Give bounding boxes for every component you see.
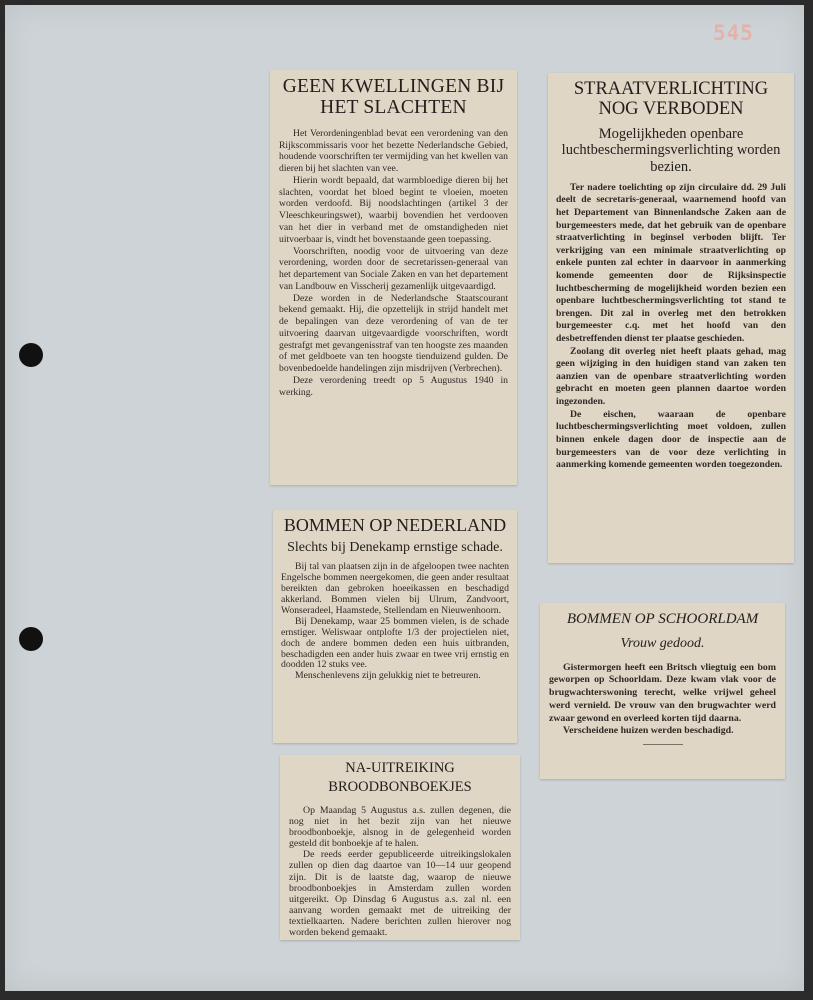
punch-hole <box>19 627 43 651</box>
subheadline: Mogelijkheden openbare luchtbeschermingsverlichting worden bezien. <box>561 125 781 176</box>
paragraph: Menschenlevens zijn gelukkig niet te betreuren. <box>295 670 481 682</box>
paragraph: Verscheidene huizen werden beschadigd. <box>563 725 734 737</box>
paragraph: Deze verordening treedt op 5 Augustus 1940 in werking. <box>279 374 508 398</box>
article-body <box>281 562 509 682</box>
paragraph: Deze worden in de Nederlandsche Staatscourant bekend gemaakt. Hij, die opzettelijk in strijd handelt met de bepalingen van deze verordening of van de ter uitvoering daarvan uitgevaardigde voorschriften, wordt gestrafgt met gevangenisstraf van ten hoogste zes maanden of met geldboete van ten hoogste tienduizend gulden. De bovenbedoelde handelingen zijn misdrijven (Verbrechen). <box>279 292 508 375</box>
headline: BOMMEN OP SCHOORLDAM <box>566 611 759 627</box>
article-body <box>549 662 776 738</box>
clipping-geen-kwellingen <box>270 70 517 485</box>
paragraph: Het Verordeningenblad bevat een verordening van den Rijkscommissaris voor het bezette Nederlandsche Gebied, houdende voorschriften ter vermijding van het kwellen van dieren bij het slachten van vee. <box>279 127 508 175</box>
page-number: 545 <box>713 21 754 45</box>
paragraph: Gistermorgen heeft een Britsch vliegtuig een bom geworpen op Schoorldam. Deze kwam vlak voor de brugwachterswoning terecht, welke vrijwel geheel werd vernield. De vrouw van den brugwachter werd zwaar gewond en overleed korten tijd daarna. <box>549 661 776 724</box>
paragraph: De eischen, waaraan de openbare luchtbeschermingsverlichting moet voldoen, zullen binnen enkele dagen door de inspectie aan de burgemeesters van de voor deze verlichting in aanmerking komende gemeenten worden toegezonden. <box>556 408 786 471</box>
paragraph: Op Maandag 5 Augustus a.s. zullen degenen, die nog niet in het bezit zijn van het nieuwe broodbonboekje, alsnog in de gelegenheid worden gesteld dit bonboekje af te halen. <box>289 804 511 850</box>
paragraph: Ter nadere toelichting op zijn circulaire dd. 29 Juli deelt de secretaris-generaal, waarnemend hoofd van het Departement van Binnenlandsche Zaken aan de burgemeesters mede, dat het gebruik van de openbare straatverlichting in beginsel verboden blijft. Ter verkrijging van een minimale straatverlichting op enkele punten zal echter in daarvoor in aanmerking komende gemeenten door de Rijksinspectie luchtbescherming de mogelijkheid worden bezien een openbare luchtbeschermingsverlichting tot stand te brengen. Dit zal in overleg met den betrokken burgemeester c.q. met het hoofd van den desbetreffenden dienst ter plaatse geschieden. <box>556 181 786 345</box>
paragraph: Bij tal van plaatsen zijn in de afgeloopen twee nachten Engelsche bommen neergekomen, die geen ander resultaat bereikten dan gebroken hoeeikassen en beschadigd akkerland. Bommen vielen bij Ulrum, Zandvoort, Wonseradeel, Haamstede, Stellendam en Nieuwenhoorn. <box>281 560 509 616</box>
headline: GEEN KWELLINGEN BIJ HET SLACHTEN <box>282 76 505 119</box>
clipping-straatverlichting <box>548 73 794 563</box>
paragraph: De reeds eerder gepubliceerde uitreikingslokalen zullen op dien dag daartoe van 10—14 uur geopend zijn. Dit is de laatste dag, waarop de nieuwe broodbonboekjes in Amsterdam zullen worden uitgereikt. Op Dinsdag 6 Augustus a.s. zal nl. een aanvang worden gemaakt met de uitreiking der textielkaarten. Nadere berichten zullen hierover nog worden bekend gemaakt. <box>289 849 511 939</box>
paragraph: Hierin wordt bepaald, dat warmbloedige dieren bij het slachten, voordat het bloed begint te vloeien, moeten worden verdoofd. Bij noodslachtingen (artikel 3 der Vleeschkeuringswet), waarbij bovendien het verdooven van het dier in verband met de omstandigheden niet uitvoerbaar is, vindt het bovenstaande geen toepassing. <box>279 174 508 245</box>
clipping-broodbonboekjes <box>280 755 520 940</box>
headline: STRAATVERLICHTING NOG VERBODEN <box>573 79 769 120</box>
punch-hole <box>19 343 43 367</box>
paragraph: Bij Denekamp, waar 25 bommen vielen, is de schade ernstiger. Weliswaar ontplofte 1/3 der projectielen niet, doch de andere bommen deden een huis uitbranden, beschadigden een ander huis zwaar en twee vrij ernstig en doodden 12 stuks vee. <box>281 615 509 671</box>
paragraph: Zoolang dit overleg niet heeft plaats gehad, mag geen wijziging in den huidigen stand van zaken ten aanzien van de openbare straatverlichting worden gebracht en moeten geen plannen daartoe worden ingezonden. <box>556 345 786 408</box>
clipping-bommen-op-nederland <box>273 510 517 743</box>
article-body <box>279 128 508 399</box>
headline: NA-UITREIKING BROODBONBOEKJES <box>328 760 472 795</box>
headline: BOMMEN OP NEDERLAND <box>283 515 507 535</box>
paragraph: Voorschriften, noodig voor de uitvoering van deze verordening, worden door de secretarissen-generaal van het departement van Sociale Zaken en van het departement van Landbouw en Visscherij gezamenlijk uitgevaardigd. <box>279 245 508 292</box>
clipping-bommen-op-schoorldam <box>540 603 785 779</box>
article-body <box>289 805 511 939</box>
subheadline: Slechts bij Denekamp ernstige schade. <box>287 539 503 555</box>
divider <box>643 744 683 745</box>
subheadline: Vrouw gedood. <box>620 635 705 651</box>
scrapbook-page <box>5 5 804 991</box>
article-body <box>556 182 786 472</box>
